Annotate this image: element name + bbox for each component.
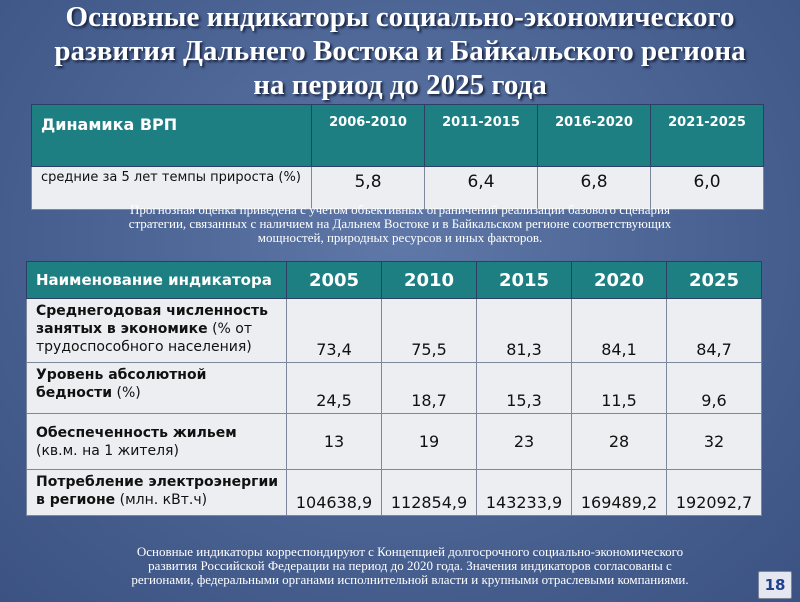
- table-cell: 11,5: [572, 363, 667, 414]
- grp-header-label: Динамика ВРП: [32, 105, 312, 167]
- table-cell: 143233,9: [477, 470, 572, 516]
- table-cell: 6,0: [651, 167, 764, 210]
- table-cell: 6,8: [538, 167, 651, 210]
- indicator-label: [27, 363, 287, 414]
- table-cell: 5,8: [312, 167, 425, 210]
- title-line: развития Дальнего Востока и Байкальского региона: [54, 35, 746, 67]
- table-cell: 18,7: [382, 363, 477, 414]
- year-header: 2005: [287, 262, 382, 299]
- indicators-table: [26, 261, 762, 516]
- table-header-row: [27, 262, 762, 299]
- note-line: Прогнозная оценка приведена с учетом объективных ограничений реализации базового сценария: [130, 202, 670, 217]
- table-cell: 23: [477, 414, 572, 470]
- concept-note: [40, 545, 780, 587]
- table-cell: 73,4: [287, 299, 382, 363]
- table-cell: 84,1: [572, 299, 667, 363]
- table-cell: 9,6: [667, 363, 762, 414]
- indicator-name: бедности: [36, 385, 113, 401]
- note-line: регионами, федеральными органами исполнительной власти и крупными отраслевыми компаниями.: [131, 572, 689, 587]
- table-header-row: [32, 105, 764, 167]
- period-header: 2021-2025: [651, 105, 764, 167]
- year-header: 2010: [382, 262, 477, 299]
- title-line: на период до 2025 года: [253, 69, 547, 101]
- note-line: Основные индикаторы корреспондируют с Концепцией долгосрочного социально-экономического: [136, 544, 684, 559]
- indicator-unit: (млн. кВт.ч): [119, 492, 208, 508]
- indicator-name: Уровень абсолютной: [36, 367, 207, 383]
- slide-title: [0, 0, 800, 102]
- table-cell: 81,3: [477, 299, 572, 363]
- year-header: 2015: [477, 262, 572, 299]
- table-cell: 84,7: [667, 299, 762, 363]
- table-cell: 15,3: [477, 363, 572, 414]
- period-header: 2006-2010: [312, 105, 425, 167]
- table-cell: 13: [287, 414, 382, 470]
- indicator-label: [27, 470, 287, 516]
- table-cell: 75,5: [382, 299, 477, 363]
- row-label: средние за 5 лет темпы прироста (%): [32, 167, 312, 210]
- year-header: 2020: [572, 262, 667, 299]
- note-line: развития Российской Федерации на период до 2020 года. Значения индикаторов согласованы с: [148, 558, 672, 573]
- indicator-name: занятых в экономике: [36, 321, 208, 337]
- year-header: 2025: [667, 262, 762, 299]
- indicator-name: в регионе: [36, 492, 116, 508]
- indicator-name: Обеспеченность жильем: [36, 424, 237, 441]
- table-cell: 32: [667, 414, 762, 470]
- indicator-label: [27, 299, 287, 363]
- table-cell: 19: [382, 414, 477, 470]
- table-row: [27, 414, 762, 470]
- table-cell: 192092,7: [667, 470, 762, 516]
- period-header: 2011-2015: [425, 105, 538, 167]
- forecast-note: [40, 203, 760, 245]
- table-cell: 24,5: [287, 363, 382, 414]
- table-cell: 169489,2: [572, 470, 667, 516]
- indicator-unit: (%): [116, 385, 141, 401]
- indicator-unit: (% от: [212, 321, 253, 337]
- page-number: 18: [758, 571, 792, 599]
- indicator-unit: (кв.м. на 1 жителя): [36, 442, 179, 459]
- grp-dynamics-table: [31, 104, 764, 210]
- table-row: [27, 470, 762, 516]
- table-cell: 104638,9: [287, 470, 382, 516]
- indicator-unit: трудоспособного населения): [36, 339, 252, 355]
- indicator-name: Среднегодовая численность: [36, 303, 268, 319]
- table-cell: 6,4: [425, 167, 538, 210]
- title-line: Основные индикаторы социально-экономического: [65, 1, 735, 33]
- period-header: 2016-2020: [538, 105, 651, 167]
- table-cell: 28: [572, 414, 667, 470]
- note-line: стратегии, связанных с наличием на Дальнем Востоке и в Байкальском регионе соответствующих: [128, 216, 672, 231]
- note-line: мощностей, природных ресурсов и иных факторов.: [257, 230, 543, 245]
- indicator-label: [27, 414, 287, 470]
- table-row: [27, 363, 762, 414]
- table-cell: 112854,9: [382, 470, 477, 516]
- indicator-header-label: Наименование индикатора: [27, 262, 287, 299]
- table-row: [27, 299, 762, 363]
- indicator-name: Потребление электроэнергии: [36, 474, 279, 490]
